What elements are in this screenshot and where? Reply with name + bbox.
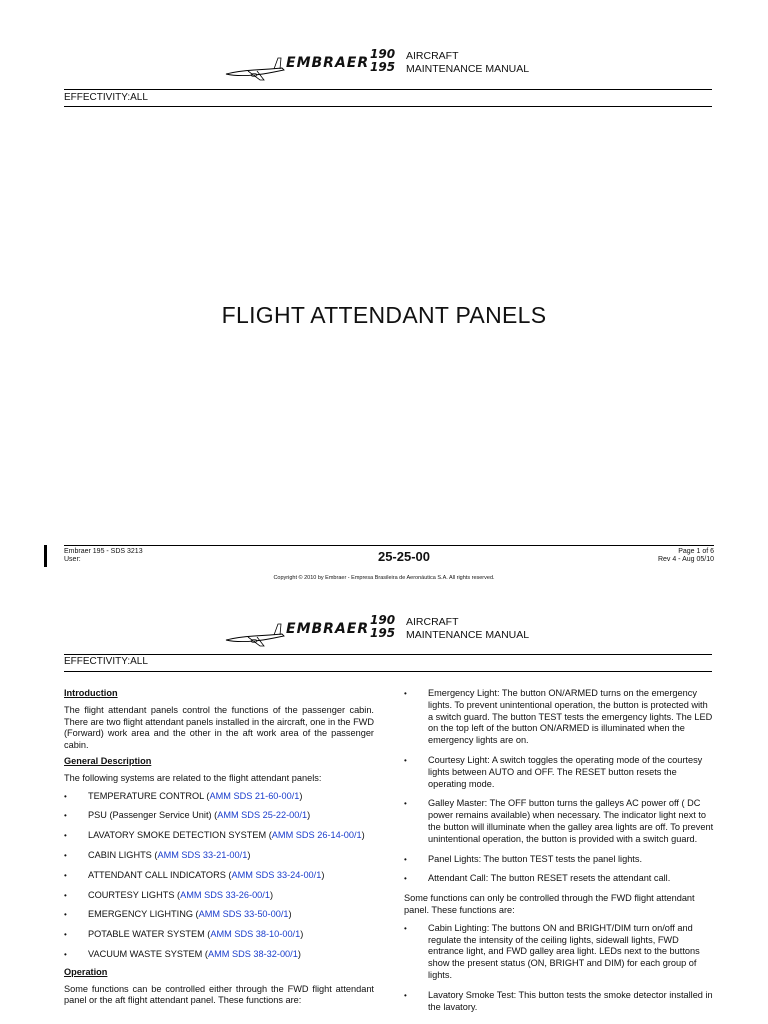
embraer-logo	[224, 48, 564, 88]
introduction-heading: Introduction	[64, 688, 118, 698]
general-description-heading: General Description	[64, 755, 152, 766]
manual-line-2: MAINTENANCE MANUAL	[406, 629, 530, 641]
list-item: • PSU (Passenger Service Unit) (AMM SDS 25-22-00/1)	[64, 810, 374, 822]
airplane-icon	[224, 54, 288, 82]
header-rule-top	[64, 654, 712, 655]
brand-name: EMBRAER	[286, 55, 370, 71]
list-item: • POTABLE WATER SYSTEM (AMM SDS 38-10-00/1)	[64, 929, 374, 941]
list-item: • CABIN LIGHTS (AMM SDS 33-21-00/1)	[64, 850, 374, 862]
related-systems-list	[64, 791, 374, 961]
manual-line-2: MAINTENANCE MANUAL	[406, 63, 530, 75]
model-195: 195	[370, 626, 396, 640]
effectivity-label: EFFECTIVITY:ALL	[64, 92, 148, 103]
list-item: • Emergency Light: The button ON/ARMED turns on the emergency lights. To prevent unintentional operation, the button is protected with a switch guard. The button TEST tests the emergency lights. The LED on the top left of the button ON/ARMED is illuminated when the emergency lights are on.	[404, 688, 714, 747]
footer-left	[64, 548, 143, 564]
header-rule-bottom	[64, 106, 712, 107]
list-item: • Courtesy Light: A switch toggles the operating mode of the courtesy lights between AUTO and OFF. The RESET button resets the operating mode.	[404, 755, 714, 790]
list-item: • LAVATORY SMOKE DETECTION SYSTEM (AMM SDS 26-14-00/1)	[64, 830, 374, 842]
model-numbers	[370, 614, 395, 640]
model-190: 190	[370, 47, 396, 61]
brand-name: EMBRAER	[286, 621, 370, 637]
list-item: • ATTENDANT CALL INDICATORS (AMM SDS 33-24-00/1)	[64, 870, 374, 882]
page-number: Page 1 of 6	[678, 548, 714, 555]
general-description-text: The following systems are related to the flight attendant panels:	[64, 772, 322, 783]
manual-line-1: AIRCRAFT	[406, 616, 459, 628]
model-195: 195	[370, 60, 396, 74]
footer-doc-id: Embraer 195 - SDS 3213	[64, 548, 143, 555]
model-190: 190	[370, 613, 396, 627]
list-item: • Attendant Call: The button RESET resets the attendant call.	[404, 873, 714, 885]
page-title: FLIGHT ATTENDANT PANELS	[221, 302, 547, 328]
list-item: • Cabin Lighting: The buttons ON and BRIGHT/DIM turn on/off and regulate the intensity of the ceiling lights, sidewall lights, FWD entrance light, and FWD galley area light. LEDs next to the buttons show the present status (ON, BRIGHT and DIM) for each group of lights.	[404, 923, 714, 982]
list-item: • Lavatory Smoke Test: This button tests the smoke detector installed in the lavatory.	[404, 990, 714, 1014]
chapter-code: 25-25-00	[377, 549, 431, 564]
fwd-functions-text: Some functions can only be controlled through the FWD flight attendant panel. These functions are:	[404, 893, 695, 915]
footer-rule	[64, 545, 714, 546]
manual-line-1: AIRCRAFT	[406, 50, 459, 62]
airplane-icon	[224, 620, 288, 648]
right-column	[404, 688, 714, 1021]
amm-reference-link[interactable]: AMM SDS 21-60-00/1	[209, 790, 300, 801]
copyright-notice: Copyright © 2010 by Embraer - Empresa Brasileira de Aeronáutica S.A. All rights reserved.	[273, 575, 495, 581]
left-column	[64, 688, 374, 1011]
footer-right	[658, 548, 714, 564]
list-item: • Panel Lights: The button TEST tests the panel lights.	[404, 854, 714, 866]
list-item: • VACUUM WASTE SYSTEM (AMM SDS 38-32-00/1)	[64, 949, 374, 961]
amm-reference-link[interactable]: AMM SDS 38-10-00/1	[210, 929, 301, 940]
amm-reference-link[interactable]: AMM SDS 33-24-00/1	[231, 869, 322, 880]
revision-change-bar	[44, 545, 47, 567]
list-item: • TEMPERATURE CONTROL (AMM SDS 21-60-00/1)	[64, 791, 374, 803]
list-item: • COURTESY LIGHTS (AMM SDS 33-26-00/1)	[64, 890, 374, 902]
list-item: • EMERGENCY LIGHTING (AMM SDS 33-50-00/1)	[64, 909, 374, 921]
effectivity-label: EFFECTIVITY:ALL	[64, 656, 148, 667]
amm-reference-link[interactable]: AMM SDS 26-14-00/1	[271, 830, 362, 841]
introduction-text: The flight attendant panels control the functions of the passenger cabin. There are two flight attendant panels installed in the aircraft, one in the FWD (Forward) work area and the other in the aft work area of the passenger cabin.	[64, 704, 374, 751]
header-rule-top	[64, 89, 712, 90]
list-item: • Galley Master: The OFF button turns the galleys AC power off ( DC power remains available) when necessary. The indicator light next to the button will illuminate when the galley area lights are off. To prevent unintentional operation, the button is provided with a switch guard.	[404, 798, 714, 845]
amm-reference-link[interactable]: AMM SDS 38-32-00/1	[207, 948, 298, 959]
operation-text: Some functions can be controlled either through the FWD flight attendant panel or the aft flight attendant panel. These functions are:	[64, 983, 374, 1006]
header-rule-bottom	[64, 671, 712, 672]
operation-heading: Operation	[64, 966, 108, 977]
manual-title	[406, 616, 529, 642]
model-numbers	[370, 48, 395, 74]
fwd-functions-list	[404, 923, 714, 1014]
shared-functions-list	[404, 688, 714, 885]
amm-reference-link[interactable]: AMM SDS 33-26-00/1	[180, 889, 270, 900]
footer-user: User:	[64, 556, 81, 563]
revision-info: Rev 4 - Aug 05/10	[657, 556, 714, 563]
manual-title	[406, 50, 529, 76]
amm-reference-link[interactable]: AMM SDS 33-21-00/1	[157, 849, 248, 860]
amm-reference-link[interactable]: AMM SDS 25-22-00/1	[217, 810, 308, 821]
embraer-logo-2	[224, 614, 564, 654]
amm-reference-link[interactable]: AMM SDS 33-50-00/1	[198, 909, 289, 920]
